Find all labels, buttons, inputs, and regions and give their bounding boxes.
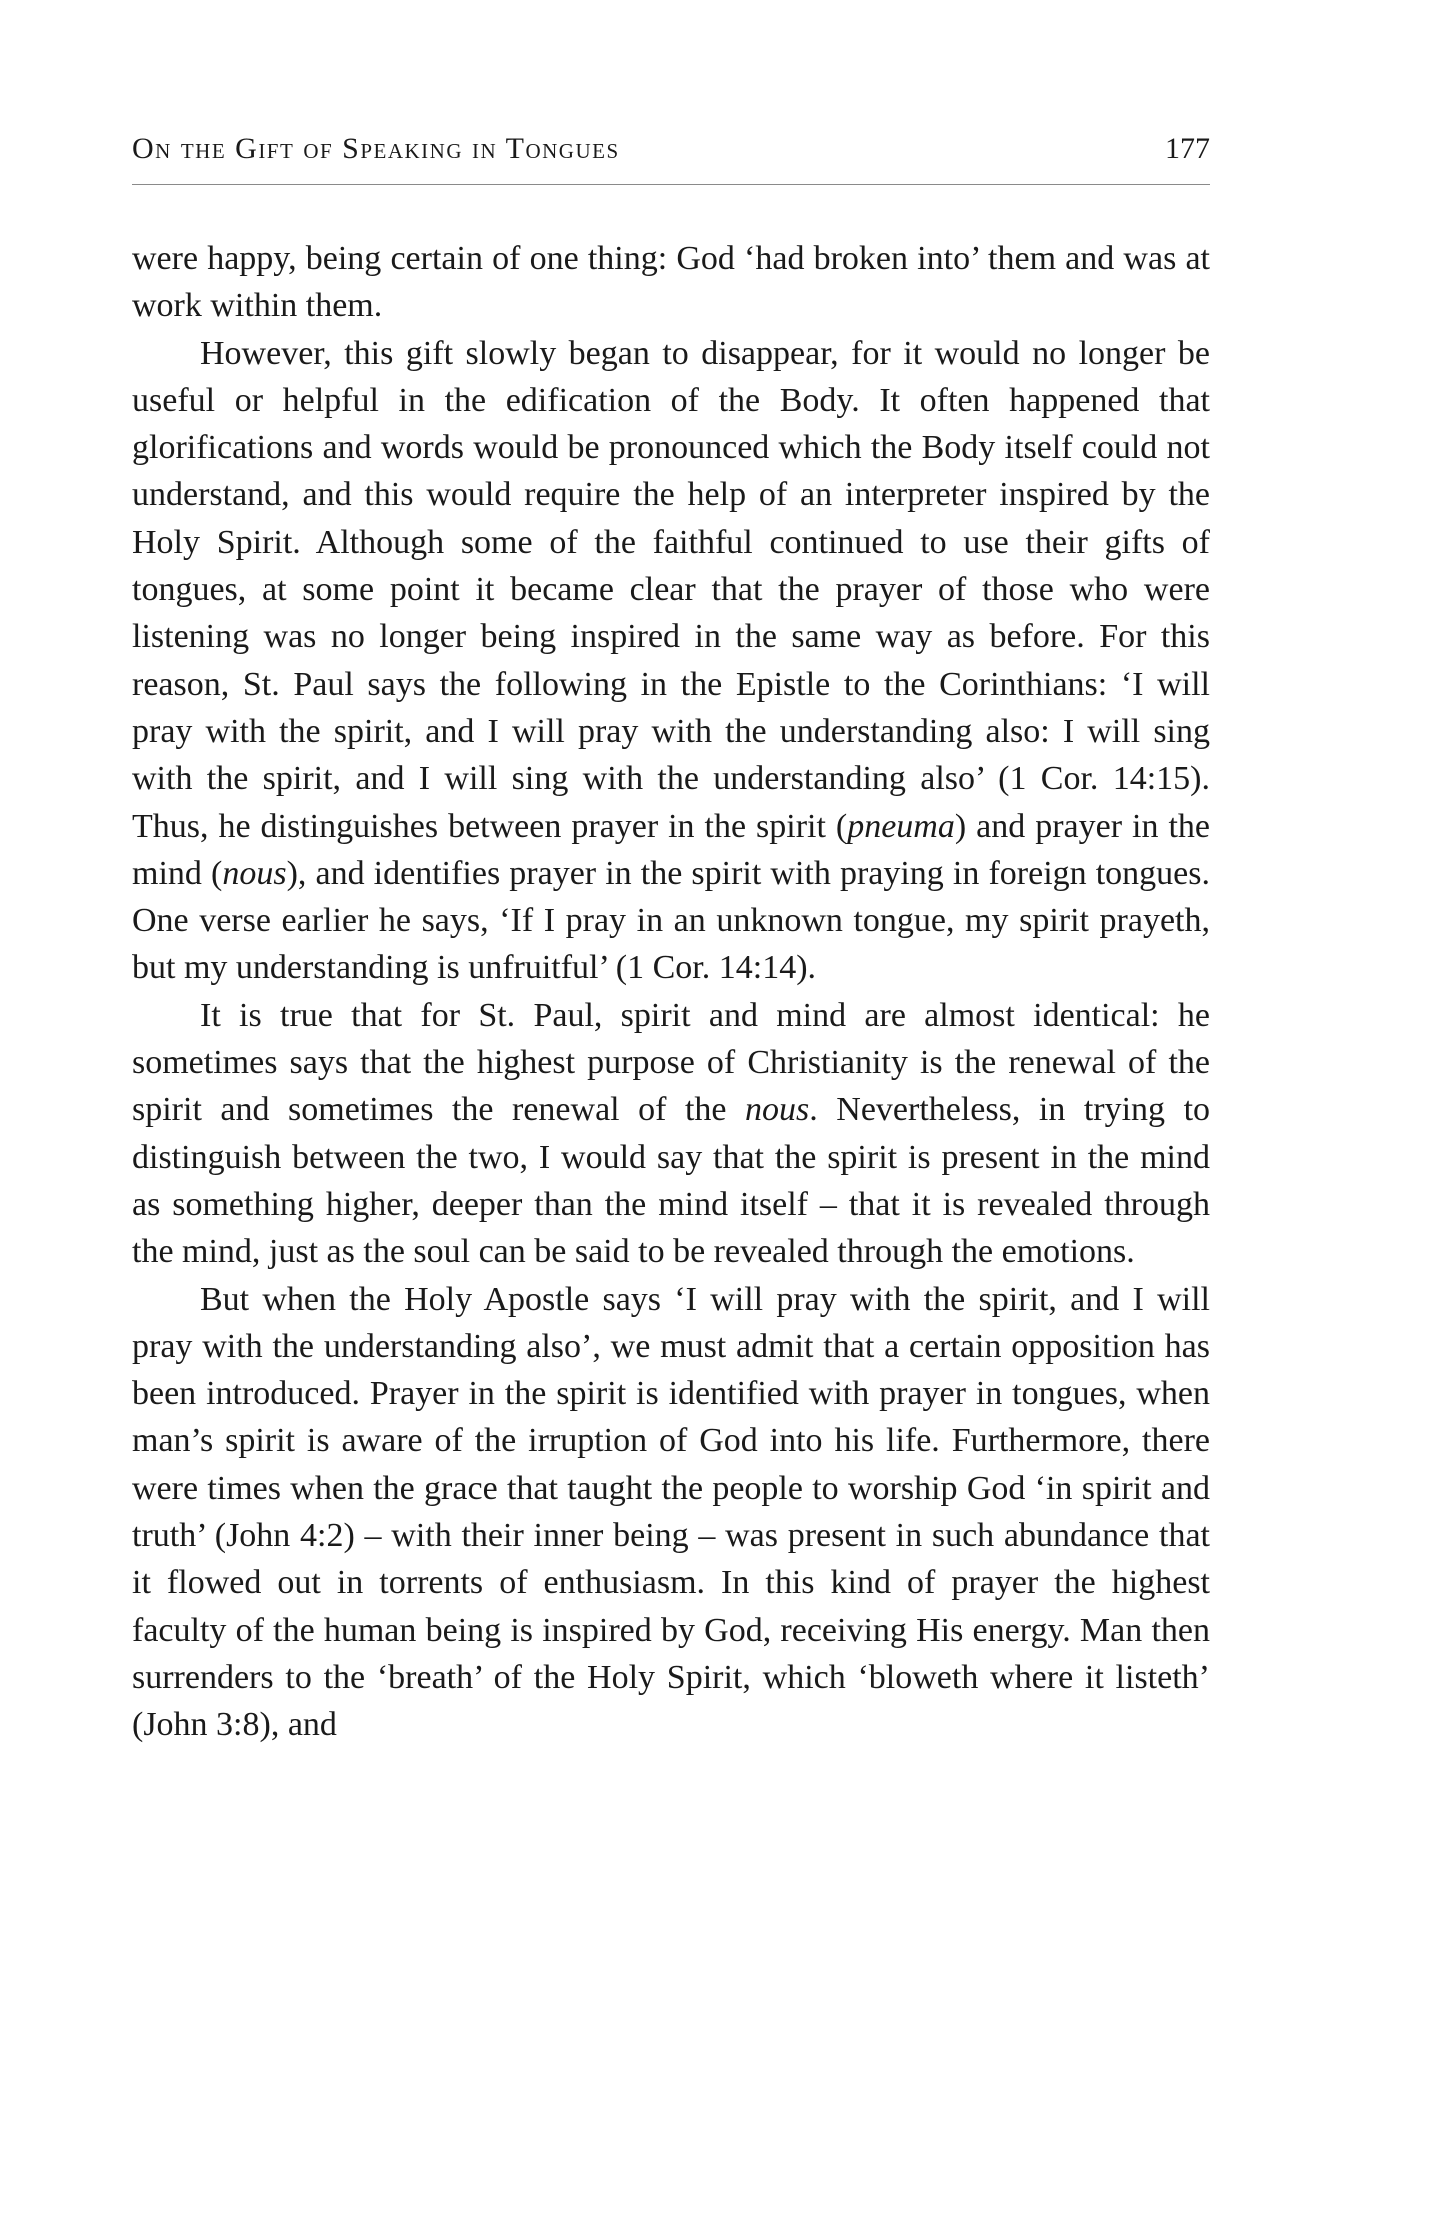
body-text (132, 235, 1210, 1749)
text-span: ), and identifies prayer in the spirit with praying in foreign tongues. One verse earlier he says, ‘If I pray in an unknown tongue, my spirit prayeth, but my understanding is unfruitful’ (1 Cor. 14:14). (132, 854, 1211, 987)
running-head (132, 120, 1210, 185)
paragraph-3 (132, 992, 1210, 1276)
book-page (132, 120, 1210, 1749)
italic-term-nous: nous (745, 1091, 810, 1129)
text-span: . Nevertheless, in trying to distinguish between the two, I would say that the spirit is present in the mind as something higher, deeper than the mind itself – that it is revealed through the mind, just as the soul can be said to be revealed through the emotions. (132, 1091, 1211, 1271)
italic-term-nous: nous (222, 854, 287, 892)
text-span: But when the Holy Apostle says ‘I will pray with the spirit, and I will pray with the understanding also’, we must admit that a certain opposition has been introduced. Prayer in the spirit is identified with prayer in tongues, when man’s spirit is aware of the irruption of God into his life. Furthermore, there were times when the grace that taught the people to worship God ‘in spirit and truth’ (John 4:2) – with their inner being – was present in such abundance that it flowed out in torrents of enthusiasm. In this kind of prayer the highest faculty of the human being is inspired by God, receiving His energy. Man then surrenders to the ‘breath’ of the Holy Spirit, which ‘bloweth where it listeth’ (John 3:8), and (132, 1280, 1210, 1744)
paragraph-2 (132, 330, 1210, 992)
paragraph-4 (132, 1276, 1210, 1749)
italic-term-pneuma: pneuma (847, 807, 955, 845)
page-number: 177 (1165, 132, 1210, 165)
text-span: It is true that for St. Paul, spirit and mind are almost identical: he sometimes says that the highest purpose of Christianity is the renewal of the spirit and sometimes the renewal of the (132, 996, 1210, 1129)
running-title: On the Gift of Speaking in Tongues (132, 132, 620, 165)
text-span: ) and prayer in the mind ( (132, 807, 1210, 892)
text-span: However, this gift slowly began to disappear, for it would no longer be useful or helpful in the edification of the Body. It often happened that glorifications and words would be pronounced which the Body itself could not understand, and this would require the help of an interpreter inspired by the Holy Spirit. Although some of the faithful continued to use their gifts of tongues, at some point it became clear that the prayer of those who were listening was no longer being inspired in the same way as before. For this reason, St. Paul says the following in the Epistle to the Corinthians: ‘I will pray with the spirit, and I will pray with the understanding also: I will sing with the spirit, and I will sing with the understanding also’ (1 Cor. 14:15). Thus, he distinguishes between prayer in the spirit ( (132, 334, 1210, 845)
text-span: were happy, being certain of one thing: God ‘had broken into’ them and was at work within them. (132, 240, 1210, 325)
paragraph-1 (132, 235, 1210, 330)
